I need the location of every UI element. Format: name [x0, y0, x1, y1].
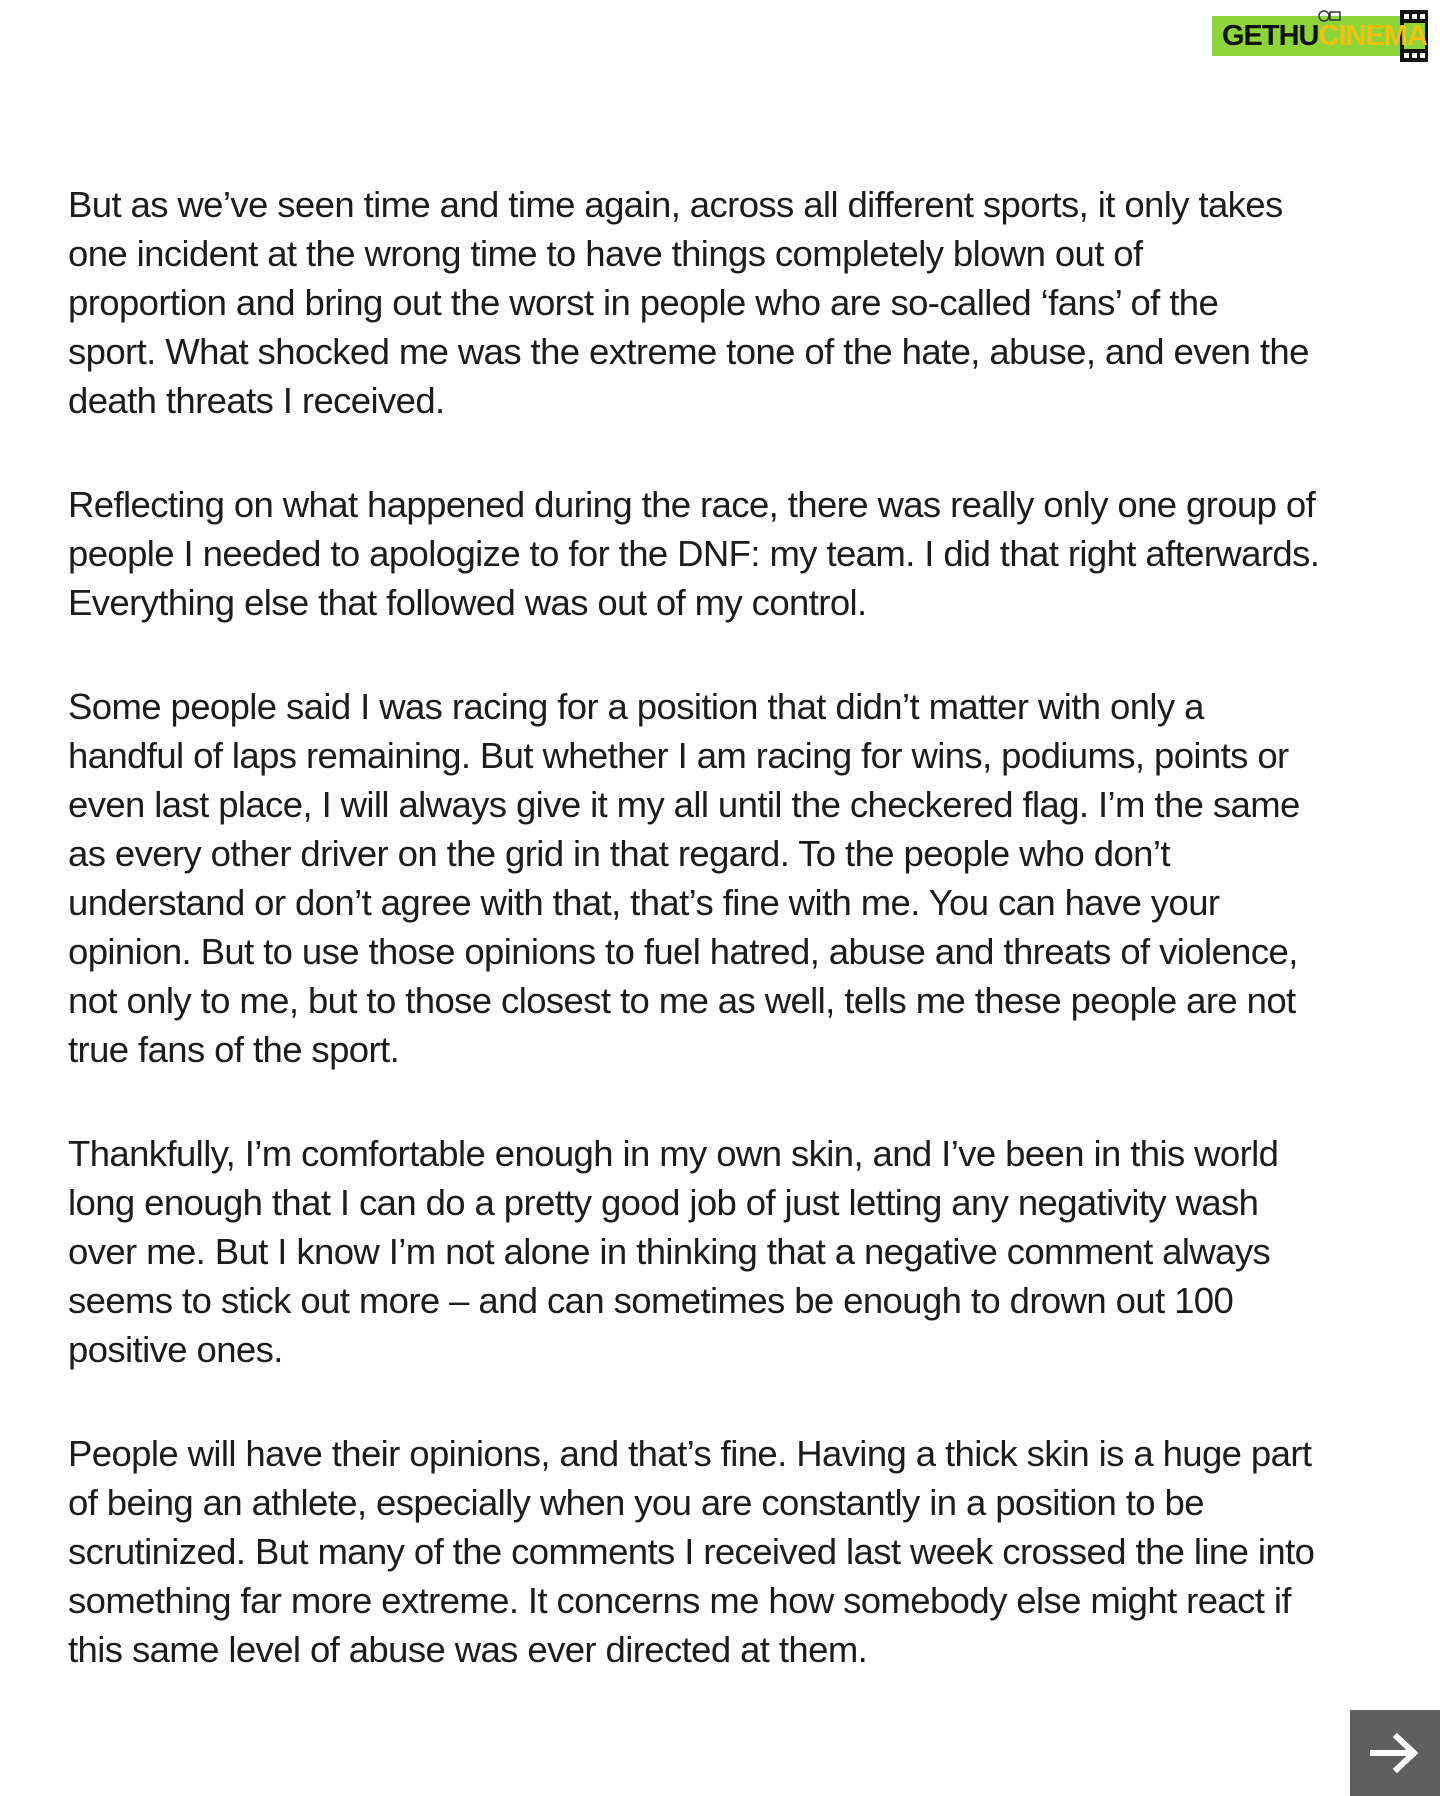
text-line: scrutinized. But many of the comments I received last week crossed the line into	[68, 1531, 1315, 1572]
text-line: people I needed to apologize to for the DNF: my team. I did that right afterwards.	[68, 533, 1320, 574]
text-line: over me. But I know I’m not alone in thinking that a negative comment always	[68, 1231, 1271, 1272]
text-line: Some people said I was racing for a position that didn’t matter with only a	[68, 686, 1204, 727]
text-line: proportion and bring out the worst in people who are so-called ‘fans’ of the	[68, 282, 1219, 323]
text-line: sport. What shocked me was the extreme tone of the hate, abuse, and even the	[68, 331, 1309, 372]
text-line: opinion. But to use those opinions to fuel hatred, abuse and threats of violence,	[68, 931, 1298, 972]
text-line: handful of laps remaining. But whether I am racing for wins, podiums, points or	[68, 735, 1289, 776]
paragraph-1	[68, 180, 1388, 425]
logo-text-part1: GETHU	[1222, 20, 1319, 52]
text-line: this same level of abuse was ever directed at them.	[68, 1629, 868, 1670]
paragraph-2	[68, 480, 1388, 627]
text-line: as every other driver on the grid in that regard. To the people who don’t	[68, 833, 1170, 874]
text-line: understand or don’t agree with that, that’s fine with me. You can have your	[68, 882, 1220, 923]
text-line: Thankfully, I’m comfortable enough in my own skin, and I’ve been in this world	[68, 1133, 1279, 1174]
text-line: death threats I received.	[68, 380, 445, 421]
text-line: one incident at the wrong time to have things completely blown out of	[68, 233, 1143, 274]
arrow-right-icon	[1369, 1731, 1421, 1775]
text-line: even last place, I will always give it my all until the checkered flag. I’m the same	[68, 784, 1300, 825]
text-line: long enough that I can do a pretty good job of just letting any negativity wash	[68, 1182, 1259, 1223]
paragraph-3	[68, 682, 1388, 1074]
text-line: positive ones.	[68, 1329, 283, 1370]
text-line: seems to stick out more – and can sometimes be enough to drown out 100	[68, 1280, 1234, 1321]
paragraph-5	[68, 1429, 1388, 1674]
text-line: not only to me, but to those closest to me as well, tells me these people are not	[68, 980, 1296, 1021]
article-body	[68, 180, 1388, 1729]
paragraph-4	[68, 1129, 1388, 1374]
text-line: People will have their opinions, and that’s fine. Having a thick skin is a huge part	[68, 1433, 1312, 1474]
text-line: But as we’ve seen time and time again, across all different sports, it only takes	[68, 184, 1283, 225]
logo-text-part2: CINEMA	[1318, 20, 1427, 52]
text-line: something far more extreme. It concerns me how somebody else might react if	[68, 1580, 1291, 1621]
text-line: Reflecting on what happened during the race, there was really only one group of	[68, 484, 1316, 525]
text-line: Everything else that followed was out of my control.	[68, 582, 867, 623]
text-line: of being an athlete, especially when you are constantly in a position to be	[68, 1482, 1204, 1523]
logo-text	[1222, 22, 1427, 51]
watermark-logo	[1212, 10, 1428, 62]
text-line: true fans of the sport.	[68, 1029, 400, 1070]
next-slide-button[interactable]	[1350, 1710, 1440, 1796]
